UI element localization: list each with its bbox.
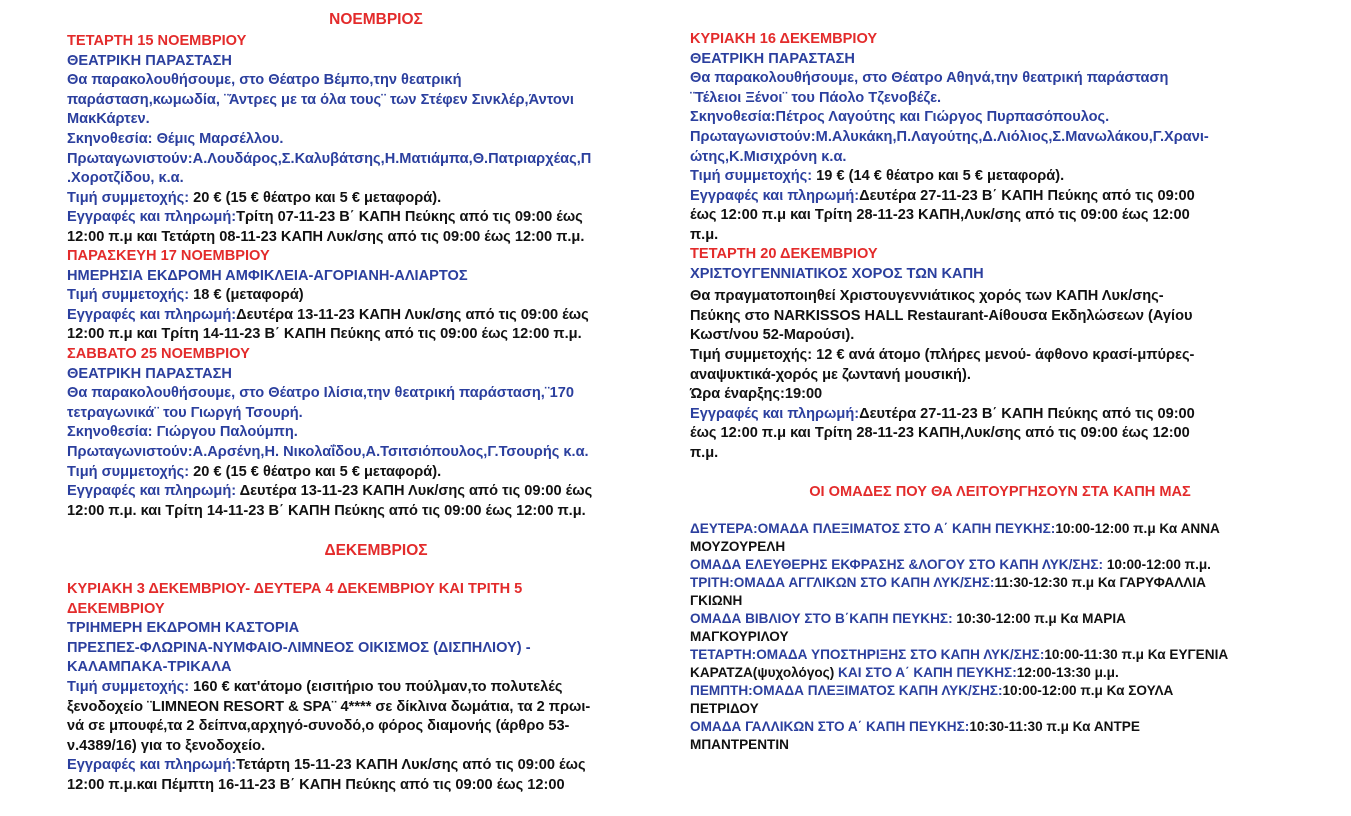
group-info: 10:00-12:00 π.μ Κα ΑΝΝΑ bbox=[1055, 521, 1220, 536]
registration-text: 12:00 π.μ και Τετάρτη 08-11-23 ΚΑΠΗ Λυκ/σης από τις 09:00 έως 12:00 π.μ. bbox=[67, 228, 585, 245]
event-direction: Σκηνοθεσία:Πέτρος Λαγούτης και Γιώργος Πυρπασόπουλος. bbox=[690, 109, 1110, 126]
event-title: ΧΡΙΣΤΟΥΓΕΝΝΙΑΤΙΚΟΣ ΧΟΡΟΣ ΤΩΝ ΚΑΠΗ bbox=[690, 265, 984, 282]
price-value: 19 € (14 € θέατρο και 5 € μεταφορά). bbox=[812, 168, 1065, 185]
group-info: ΠΕΤΡΙΔΟΥ bbox=[690, 701, 759, 716]
event-title: ΗΜΕΡΗΣΙΑ ΕΚΔΡΟΜΗ ΑΜΦΙΚΛΕΙΑ-ΑΓΟΡΙΑΝΗ-ΑΛΙΑΡΤΟΣ bbox=[67, 267, 468, 284]
price-value: 160 € κατ'άτομο (εισιτήριο του πούλμαν,το πολυτελές bbox=[189, 678, 563, 695]
price-label: Τιμή συμμετοχής: bbox=[690, 168, 813, 185]
registration-text: 12:00 π.μ και Τρίτη 14-11-23 Β΄ ΚΑΠΗ Πεύκης από τις 09:00 έως 12:00 π.μ. bbox=[67, 326, 582, 343]
event-desc-line: Θα παρακολουθήσουμε, στο Θέατρο Αθηνά,την θεατρική παράσταση bbox=[690, 70, 1169, 87]
group-label: ΟΜΑΔΑ ΕΛΕΥΘΕΡΗΣ ΕΚΦΡΑΣΗΣ &ΛΟΓΟΥ ΣΤΟ ΚΑΠΗ ΛΥΚ/ΣΗΣ: bbox=[690, 557, 1104, 572]
event-desc-line: ΜακΚάρτεν. bbox=[67, 111, 150, 128]
group-info: ΜΠΑΝΤΡΕΝΤΙΝ bbox=[690, 737, 789, 752]
event-cast-line: Πρωταγωνιστούν:Α.Αρσένη,Η. Νικολαΐδου,Α.Τσιτσιόπουλος,Γ.Τσουρής κ.α. bbox=[67, 443, 589, 460]
registration-label: Εγγραφές και πληρωμή: bbox=[690, 405, 860, 422]
registration-text: έως 12:00 π.μ και Τρίτη 28-11-23 ΚΑΠΗ,Λυκ/σης από τις 09:00 έως 12:00 bbox=[690, 425, 1190, 442]
event-body-line: Κωστ/νου 52-Μαρούσι). bbox=[690, 327, 855, 344]
event-date: ΠΑΡΑΣΚΕΥΗ 17 ΝΟΕΜΒΡΙΟΥ bbox=[67, 248, 270, 264]
price-line: Τιμή συμμετοχής: 12 € ανά άτομο (πλήρες μενού- άφθονο κρασί-μπύρες- bbox=[690, 346, 1195, 363]
event-date: ΣΑΒΒΑΤΟ 25 ΝΟΕΜΒΡΙΟΥ bbox=[67, 346, 250, 362]
event-cast-line: ώτης,Κ.Μισιχρόνη κ.α. bbox=[690, 148, 847, 165]
group-info: 10:30-11:30 π.μ Κα ΑΝΤΡΕ bbox=[969, 719, 1140, 734]
registration-text: Δευτέρα 13-11-23 ΚΑΠΗ Λυκ/σης από τις 09:00 έως bbox=[236, 306, 589, 323]
group-label: ΠΕΜΠΤΗ:ΟΜΑΔΑ ΠΛΕΞΙΜΑΤΟΣ ΚΑΠΗ ΛΥΚ/ΣΗΣ: bbox=[690, 683, 1003, 698]
price-line: αναψυκτικά-χορός με ζωντανή μουσική). bbox=[690, 366, 971, 383]
group-info: 10:00-12:00 π.μ Κα ΣΟΥΛΑ bbox=[1002, 683, 1174, 698]
event-cast-line: Πρωταγωνιστούν:Α.Λουδάρος,Σ.Καλυβάτσης,Η.Ματιάμπα,Θ.Πατριαρχέας,Π bbox=[67, 150, 592, 167]
event-16-dec bbox=[690, 30, 1209, 246]
group-info: 11:30-12:30 π.μ Κα ΓΑΡΥΦΑΛΛΙΑ bbox=[994, 575, 1206, 590]
event-date: ΚΥΡΙΑΚΗ 16 ΔΕΚΕΜΒΡΙΟΥ bbox=[690, 31, 878, 47]
registration-text: Τρίτη 07-11-23 Β΄ ΚΑΠΗ Πεύκης από τις 09:00 έως bbox=[236, 209, 583, 226]
groups-heading: ΟΙ ΟΜΑΔΕΣ ΠΟΥ ΘΑ ΛΕΙΤΟΥΡΓΗΣΟΥΝ ΣΤΑ ΚΑΠΗ ΜΑΣ bbox=[809, 484, 1191, 500]
group-info: ΓΚΙΩΝΗ bbox=[690, 593, 743, 608]
event-direction: Σκηνοθεσία: Γιώργου Παλούμπη. bbox=[67, 424, 298, 441]
event-title: ΘΕΑΤΡΙΚΗ ΠΑΡΑΣΤΑΣΗ bbox=[67, 365, 232, 382]
event-3-5-dec bbox=[67, 580, 590, 796]
group-label: ΟΜΑΔΑ ΓΑΛΛΙΚΩΝ ΣΤΟ Α΄ ΚΑΠΗ ΠΕΥΚΗΣ: bbox=[690, 719, 970, 734]
event-date: ΤΕΤΑΡΤΗ 20 ΔΕΚΕΜΒΡΙΟΥ bbox=[690, 246, 878, 262]
registration-text: 12:00 π.μ. και Τρίτη 14-11-23 Β΄ ΚΑΠΗ Πεύκης από τις 09:00 έως 12:00 π.μ. bbox=[67, 502, 586, 519]
registration-label: Εγγραφές και πληρωμή: bbox=[67, 757, 237, 774]
event-25-nov bbox=[67, 345, 592, 521]
event-date: ΔΕΚΕΜΒΡΙΟΥ bbox=[67, 600, 165, 617]
registration-label: Εγγραφές και πληρωμή: bbox=[690, 187, 860, 204]
event-desc-line: τετραγωνικά¨ του Γιωργή Τσουρή. bbox=[67, 404, 303, 421]
event-title: ΚΑΛΑΜΠΑΚΑ-ΤΡΙΚΑΛΑ bbox=[67, 659, 232, 676]
event-date: ΤΕΤΑΡΤΗ 15 ΝΟΕΜΒΡΙΟΥ bbox=[67, 33, 247, 49]
registration-text: π.μ. bbox=[690, 226, 719, 243]
registration-label: Εγγραφές και πληρωμή: bbox=[67, 306, 237, 323]
event-body-line: Θα πραγματοποιηθεί Χριστουγεννιάτικος χορός των ΚΑΠΗ Λυκ/σης- bbox=[690, 288, 1164, 305]
start-time: Ώρα έναρξης:19:00 bbox=[690, 386, 823, 403]
event-body-line: Πεύκης στο NARKISSOS HALL Restaurant-Αίθουσα Εκδηλώσεων (Αγίου bbox=[690, 307, 1193, 324]
price-value: 20 € (15 € θέατρο και 5 € μεταφορά). bbox=[189, 463, 442, 480]
month-heading-november: ΝΟΕΜΒΡΙΟΣ bbox=[329, 11, 423, 28]
registration-label: Εγγραφές και πληρωμή: bbox=[67, 483, 237, 500]
registration-text: π.μ. bbox=[690, 444, 719, 461]
price-label: Τιμή συμμετοχής: bbox=[67, 287, 190, 304]
group-info: ΜΑΓΚΟΥΡΙΛΟΥ bbox=[690, 629, 789, 644]
registration-text: 12:00 π.μ.και Πέμπτη 16-11-23 Β΄ ΚΑΠΗ Πεύκης από τις 09:00 έως 12:00 bbox=[67, 776, 565, 793]
event-title: ΘΕΑΤΡΙΚΗ ΠΑΡΑΣΤΑΣΗ bbox=[67, 52, 232, 69]
registration-text: Δευτέρα 27-11-23 Β΄ ΚΑΠΗ Πεύκης από τις 09:00 bbox=[859, 187, 1195, 204]
event-20-dec bbox=[690, 245, 1195, 464]
event-desc-line: Θα παρακολουθήσουμε, στο Θέατρο Ιλίσια,την θεατρική παράσταση,¨170 bbox=[67, 385, 575, 402]
event-direction: Σκηνοθεσία: Θέμις Μαρσέλλου. bbox=[67, 130, 284, 147]
event-cast-line: .Χοροτζίδου, κ.α. bbox=[67, 170, 184, 187]
group-label: ΟΜΑΔΑ ΒΙΒΛΙΟΥ ΣΤΟ Β΄ΚΑΠΗ ΠΕΥΚΗΣ: bbox=[690, 611, 953, 626]
groups-list bbox=[690, 520, 1228, 754]
group-info: 12:00-13:30 μ.μ. bbox=[1016, 665, 1119, 680]
group-label: ΔΕΥΤΕΡΑ:ΟΜΑΔΑ ΠΛΕΞΙΜΑΤΟΣ ΣΤΟ Α΄ ΚΑΠΗ ΠΕΥΚΗΣ: bbox=[690, 521, 1056, 536]
group-info: ΚΑΡΑΤΖΑ(ψυχολόγος) bbox=[690, 665, 835, 680]
group-info: ΜΟΥΖΟΥΡΕΛΗ bbox=[690, 539, 786, 554]
registration-text: Τετάρτη 15-11-23 ΚΑΠΗ Λυκ/σης από τις 09:00 έως bbox=[236, 757, 586, 774]
event-title: ΤΡΙΗΜΕΡΗ ΕΚΔΡΟΜΗ ΚΑΣΤΟΡΙΑ bbox=[67, 620, 300, 637]
event-desc-line: Θα παρακολουθήσουμε, στο Θέατρο Βέμπο,την θεατρική bbox=[67, 72, 462, 89]
group-info: 10:00-12:00 π.μ. bbox=[1103, 557, 1211, 572]
event-desc-line: παράσταση,κωμωδία, ¨Άντρες με τα όλα τους¨ των Στέφεν Σινκλέρ,Άντονι bbox=[67, 91, 574, 108]
registration-text: Δευτέρα 13-11-23 ΚΑΠΗ Λυκ/σης από τις 09:00 έως bbox=[236, 483, 593, 500]
price-value: νά σε μπουφέ,τα 2 δείπνα,αρχηγό-συνοδό,ο φόρος διαμονής (άρθρο 53- bbox=[67, 718, 570, 735]
event-desc-line: ¨Τέλειοι Ξένοι¨ του Πάολο Τζενοβέζε. bbox=[690, 89, 942, 106]
registration-text: Δευτέρα 27-11-23 Β΄ ΚΑΠΗ Πεύκης από τις 09:00 bbox=[859, 405, 1195, 422]
group-label: ΚΑΙ ΣΤΟ Α΄ ΚΑΠΗ ΠΕΥΚΗΣ: bbox=[834, 665, 1017, 680]
registration-label: Εγγραφές και πληρωμή: bbox=[67, 209, 237, 226]
event-title: ΠΡΕΣΠΕΣ-ΦΛΩΡΙΝΑ-ΝΥΜΦΑΙΟ-ΛΙΜΝΕΟΣ ΟΙΚΙΣΜΟΣ (ΔΙΣΠΗΛΙΟΥ) - bbox=[67, 639, 531, 656]
price-label: Τιμή συμμετοχής: bbox=[67, 678, 190, 695]
price-value: ξενοδοχείο ¨LIMNEON RESORT & SPA¨ 4**** σε δίκλινα δωμάτια, τα 2 πρωι- bbox=[67, 698, 591, 715]
group-info: 10:00-11:30 π.μ Κα ΕΥΓΕΝΙΑ bbox=[1044, 647, 1229, 662]
group-info: 10:30-12:00 π.μ Κα ΜΑΡΙΑ bbox=[952, 611, 1126, 626]
event-title: ΘΕΑΤΡΙΚΗ ΠΑΡΑΣΤΑΣΗ bbox=[690, 50, 855, 67]
event-15-nov bbox=[67, 32, 591, 248]
price-value: 20 € (15 € θέατρο και 5 € μεταφορά). bbox=[189, 189, 442, 206]
month-heading-december: ΔΕΚΕΜΒΡΙΟΣ bbox=[324, 542, 428, 559]
price-label: Τιμή συμμετοχής: bbox=[67, 463, 190, 480]
event-date: ΚΥΡΙΑΚΗ 3 ΔΕΚΕΜΒΡΙΟΥ- ΔΕΥΤΕΡΑ 4 ΔΕΚΕΜΒΡΙΟΥ ΚΑΙ ΤΡΙΤΗ 5 bbox=[67, 581, 523, 597]
group-label: ΤΡΙΤΗ:ΟΜΑΔΑ ΑΓΓΛΙΚΩΝ ΣΤΟ ΚΑΠΗ ΛΥΚ/ΣΗΣ: bbox=[690, 575, 995, 590]
price-value: 18 € (μεταφορά) bbox=[189, 287, 304, 304]
price-value: ν.4389/16) για το ξενοδοχείο. bbox=[67, 737, 266, 754]
price-label: Τιμή συμμετοχής: bbox=[67, 189, 190, 206]
registration-text: έως 12:00 π.μ και Τρίτη 28-11-23 ΚΑΠΗ,Λυκ/σης από τις 09:00 έως 12:00 bbox=[690, 207, 1190, 224]
event-17-nov bbox=[67, 247, 589, 345]
group-label: ΤΕΤΑΡΤΗ:ΟΜΑΔΑ ΥΠΟΣΤΗΡΙΞΗΣ ΣΤΟ ΚΑΠΗ ΛΥΚ/ΣΗΣ: bbox=[690, 647, 1045, 662]
event-cast-line: Πρωταγωνιστούν:Μ.Αλυκάκη,Π.Λαγούτης,Δ.Λιόλιος,Σ.Μανωλάκου,Γ.Χρανι- bbox=[690, 128, 1209, 145]
